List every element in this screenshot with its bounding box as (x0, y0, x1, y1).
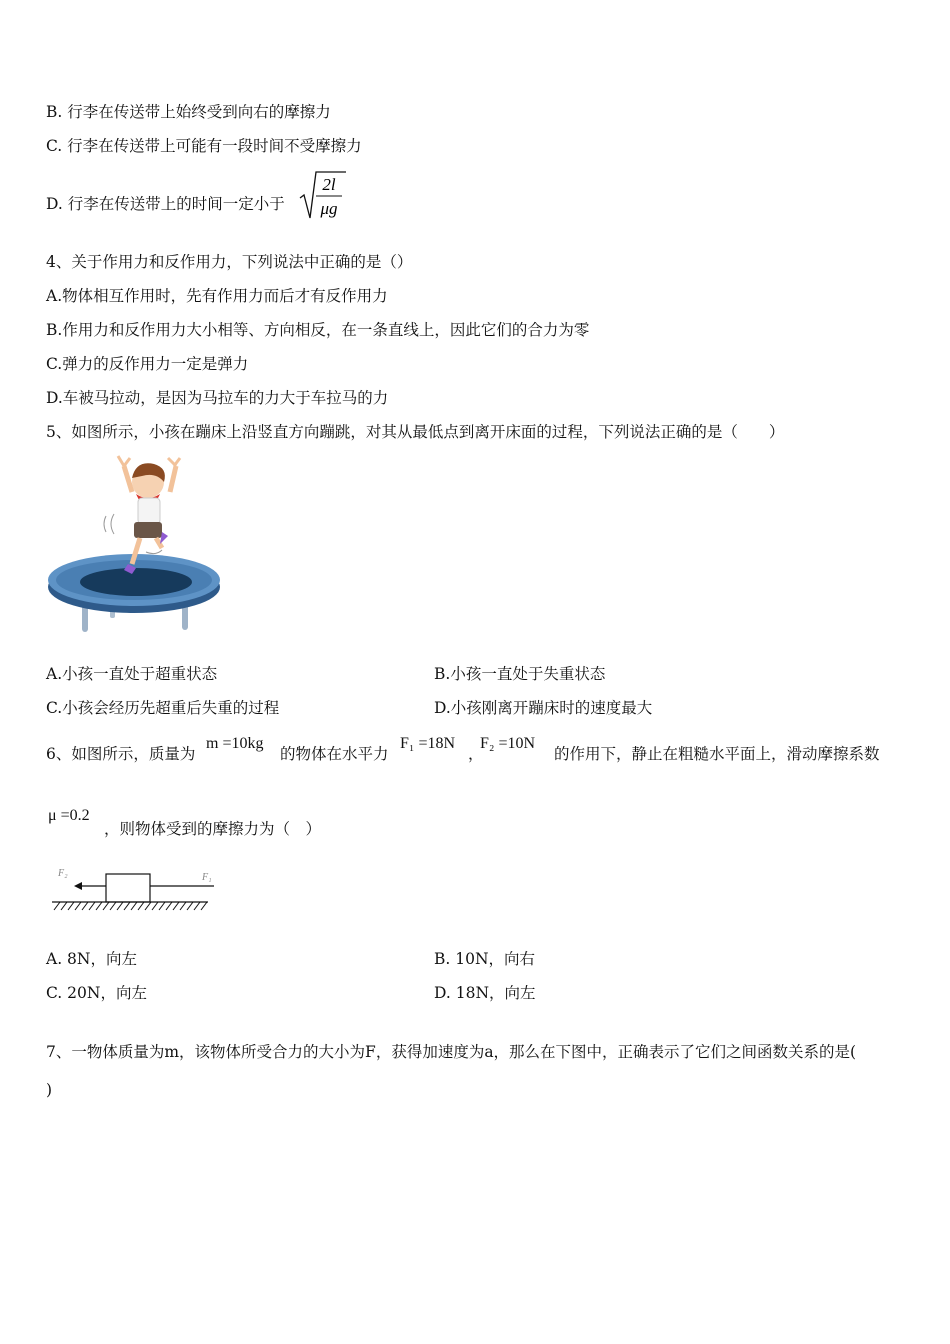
q4-option-d: D.车被马拉动，是因为马拉车的力大于车拉马的力 (46, 389, 389, 407)
q3-option-c: C. 行李在传送带上可能有一段时间不受摩擦力 (46, 137, 362, 155)
sqrt-denominator: μg (320, 199, 338, 218)
q4-option-b: B.作用力和反作用力大小相等、方向相反，在一条直线上，因此它们的合力为零 (46, 321, 590, 339)
q6-mass: m =10kg (206, 735, 264, 752)
q6-stem-part1: 6、如图所示，质量为 (46, 745, 196, 763)
q6-force-f1: F₁ =18N (400, 735, 456, 752)
label-f1: F₁ (202, 872, 212, 883)
sqrt-numerator: 2l (322, 175, 336, 194)
q6-force-f2: F₂ =10N (480, 735, 536, 752)
q3-option-d: D. 行李在传送带上的时间一定小于 (46, 195, 285, 213)
q6-stem-part2: 的物体在水平力 (280, 745, 389, 763)
q6-comma: ， (468, 745, 484, 763)
q6-stem-part3: 的作用下，静止在粗糙水平面上，滑动摩擦系数 (554, 745, 880, 763)
q7-close-paren: ) (46, 1081, 53, 1099)
q4-option-c: C.弹力的反作用力一定是弹力 (46, 355, 249, 373)
block (106, 874, 150, 902)
q4-stem: 4、关于作用力和反作用力，下列说法中正确的是（） (46, 253, 413, 271)
block-force-diagram (48, 862, 214, 916)
q4-option-a: A.物体相互作用时，先有作用力而后才有反作用力 (46, 287, 388, 305)
q5-option-d: D.小孩刚离开蹦床时的速度最大 (434, 699, 653, 717)
q7-stem: 7、一物体质量为m，该物体所受合力的大小为F，获得加速度为a，那么在下图中，正确表示了它们之间函数关系的是( (46, 1043, 857, 1061)
q3-option-b: B. 行李在传送带上始终受到向右的摩擦力 (46, 103, 331, 121)
q6-mu: μ =0.2 (48, 807, 90, 824)
label-f2: F₂ (58, 868, 68, 879)
q5-option-a: A.小孩一直处于超重状态 (46, 665, 218, 683)
q5-option-c: C.小孩会经历先超重后失重的过程 (46, 699, 280, 717)
arrow-left-icon (74, 882, 82, 890)
q6-stem-part4: ，则物体受到的摩擦力为（ ） (104, 820, 322, 838)
q6-option-a: A. 8N，向左 (46, 950, 137, 968)
sqrt-formula (298, 168, 348, 224)
q5-stem: 5、如图所示，小孩在蹦床上沿竖直方向蹦跳，对其从最低点到离开床面的过程，下列说法正确的是（ ） (46, 423, 785, 441)
q6-option-d: D. 18N，向左 (434, 984, 536, 1002)
q6-option-b: B. 10N，向右 (434, 950, 536, 968)
q5-option-b: B.小孩一直处于失重状态 (434, 665, 606, 683)
trampoline-child-illustration (44, 452, 226, 636)
q6-option-c: C. 20N，向左 (46, 984, 147, 1002)
